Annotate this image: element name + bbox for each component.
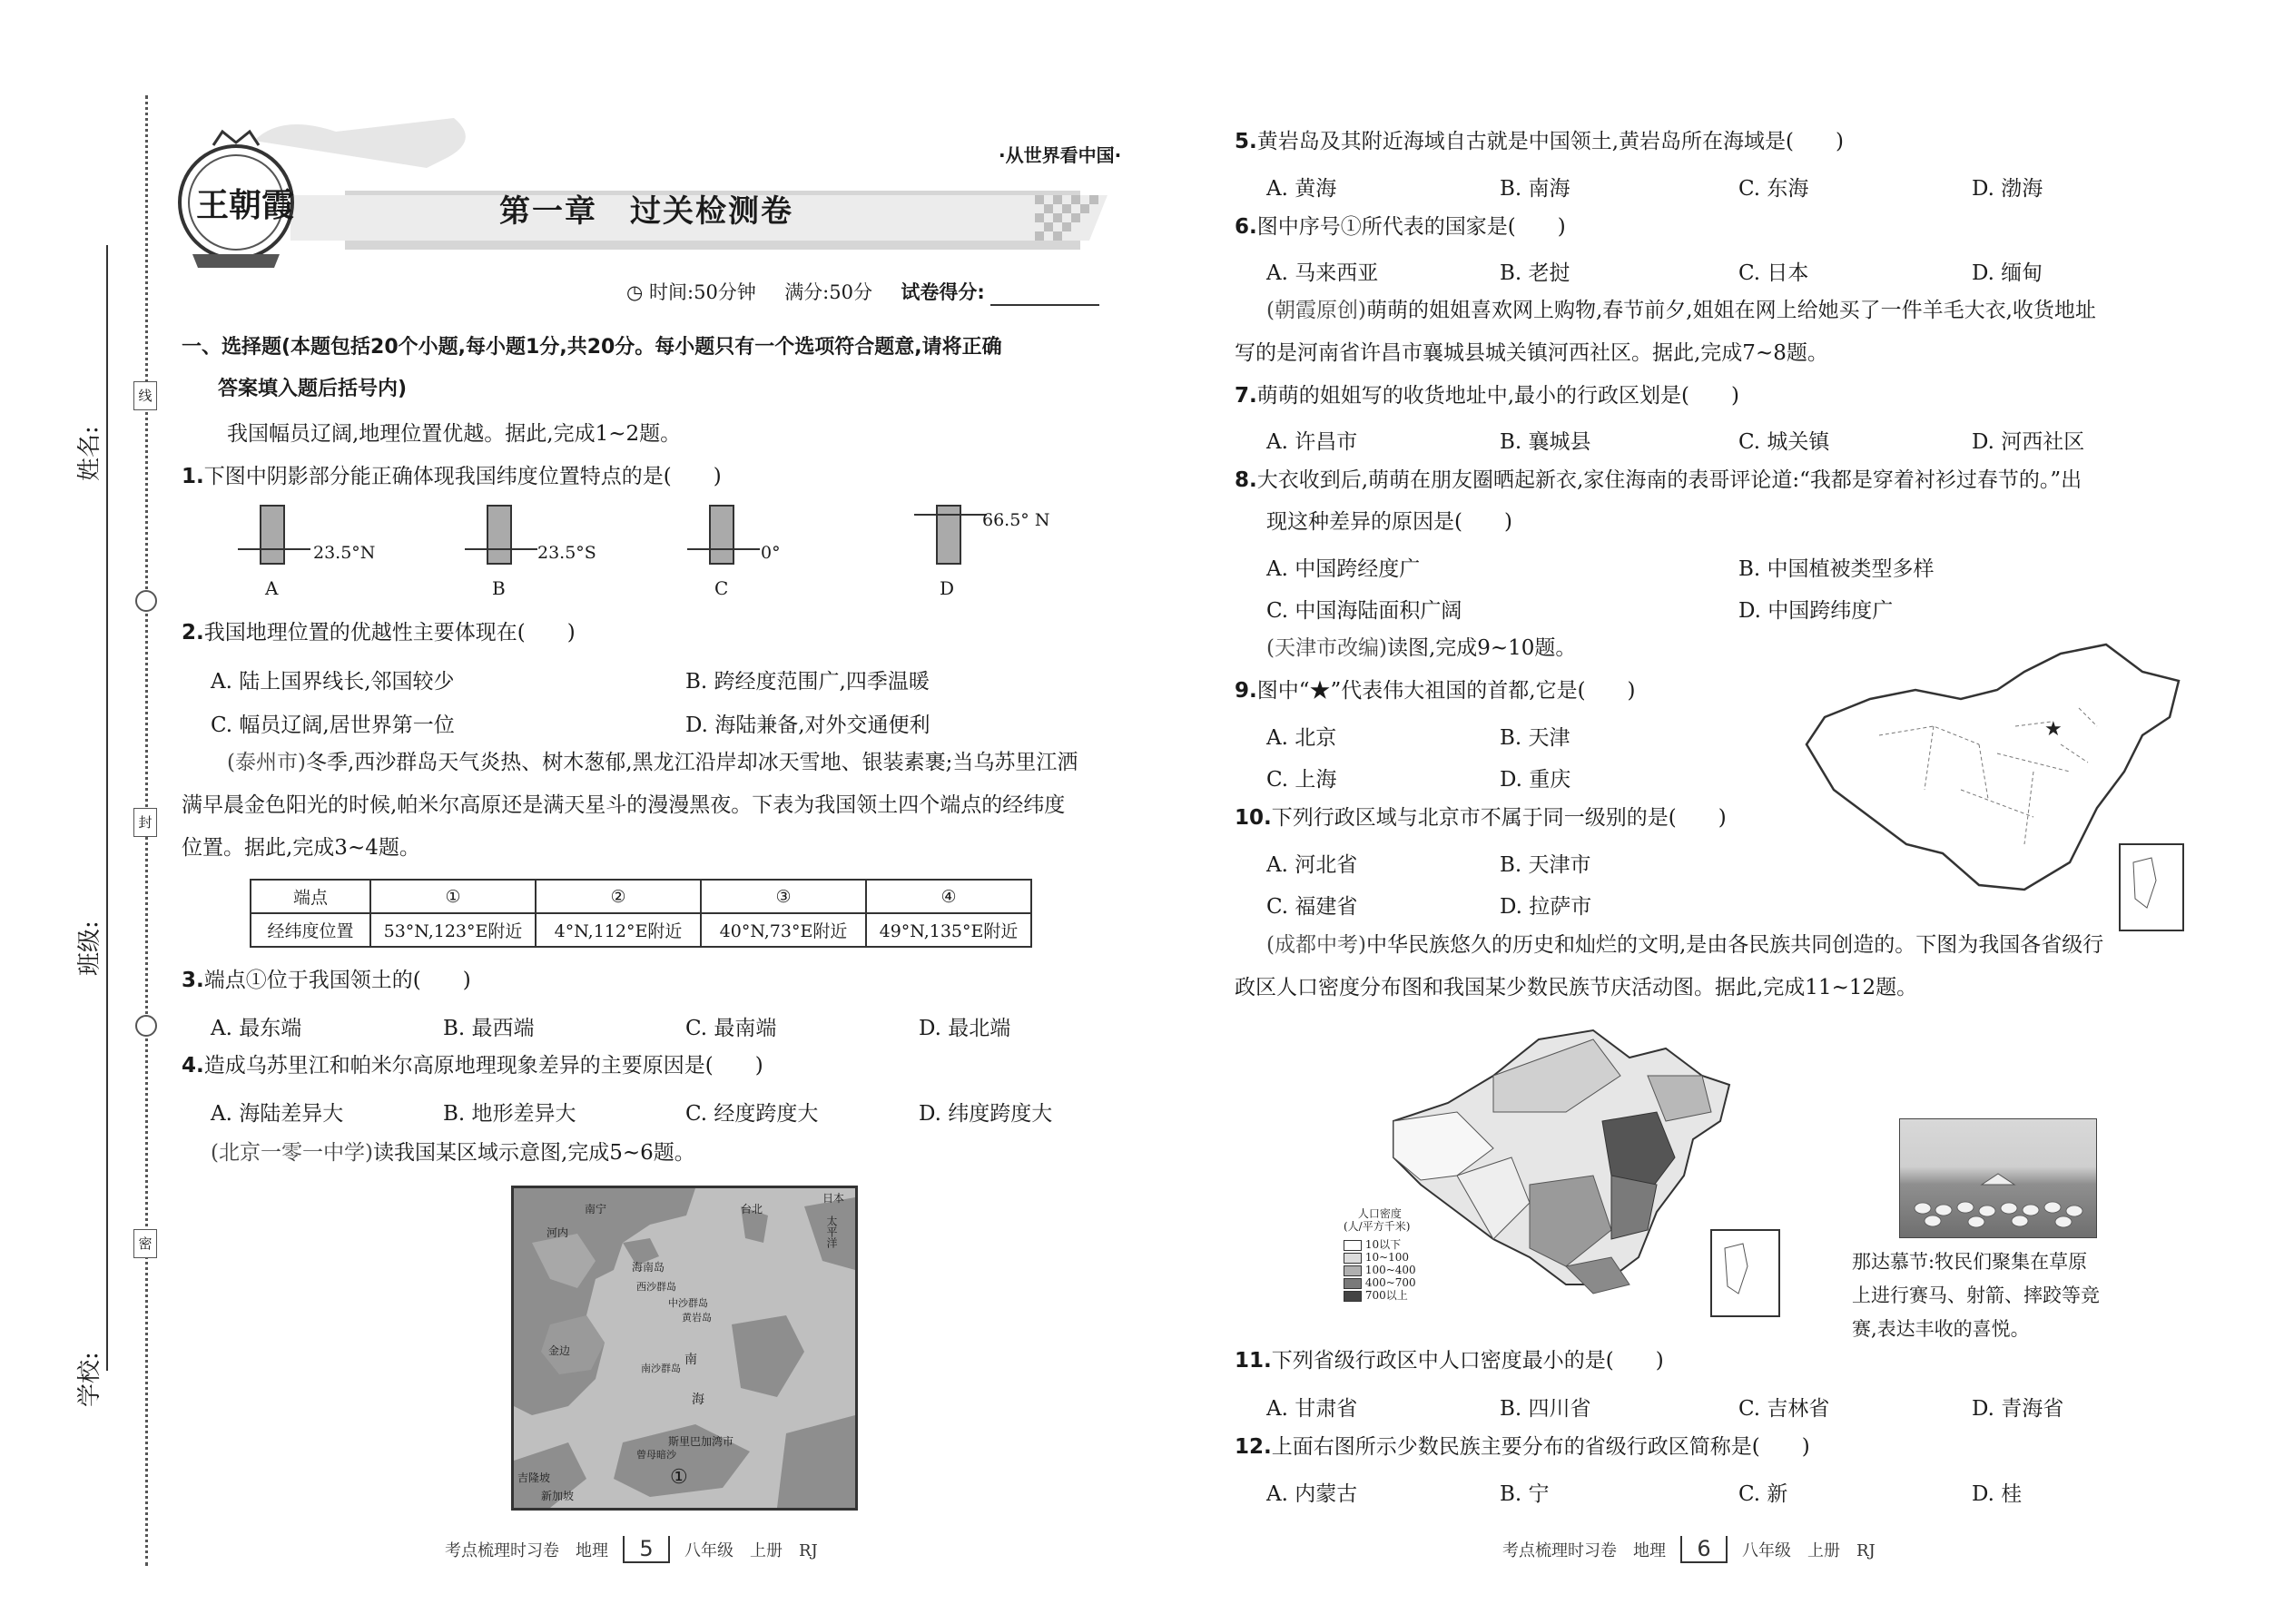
intro-text: 中华民族悠久的历史和灿烂的文明,是由各民族共同创造的。下图为我国各省级行 (1365, 933, 2104, 957)
q12-option-b[interactable]: B. 宁 (1500, 1482, 1550, 1506)
footer-right (1502, 1536, 1876, 1563)
question-number: 4. (182, 1054, 204, 1078)
seal-line-box: 密 (133, 1229, 157, 1258)
q11-option-d[interactable]: D. 青海省 (1972, 1397, 2064, 1421)
q11-option-b[interactable]: B. 四川省 (1500, 1397, 1591, 1421)
map-label: 南沙群岛 (641, 1363, 681, 1374)
density-legend (1344, 1207, 1416, 1302)
q8-option-d[interactable]: D. 中国跨纬度广 (1738, 599, 1894, 623)
page-number: 5 (623, 1536, 670, 1563)
question-number: 10. (1235, 806, 1272, 830)
question-8 (1235, 468, 2082, 494)
exam-full-score: 满分:50分 (784, 281, 872, 303)
question-number: 9. (1235, 679, 1257, 703)
map-label: 南宁 (585, 1203, 607, 1216)
question-text: 萌萌的姐姐写的收货地址中,最小的行政区划是( ) (1256, 384, 1740, 408)
population-density-map (1384, 1021, 1784, 1321)
page-title: 第一章 过关检测卷 (499, 193, 793, 230)
table-cell: 4°N,112°E附近 (536, 913, 701, 947)
seal-icon (135, 1015, 157, 1037)
question-text: 黄岩岛及其附近海域自古就是中国领土,黄岩岛所在海域是( ) (1256, 130, 1845, 153)
map-label: 南 (684, 1353, 697, 1367)
map-label: 河内 (546, 1226, 569, 1239)
legend-item: 700以上 (1344, 1289, 1416, 1302)
latitude-label-d: 66.5° N (982, 510, 1050, 530)
festival-caption-2: 上进行赛马、射箭、摔跤等竞 (1852, 1284, 2100, 1306)
footer-text: 八年级 上册 RJ (684, 1541, 818, 1560)
table-cell: ④ (866, 880, 1031, 913)
question-8-cont: 现这种差异的原因是( ) (1266, 510, 1512, 534)
question-text: 下图中阴影部分能正确体现我国纬度位置特点的是( ) (203, 465, 722, 488)
map-label: 黄岩岛 (682, 1312, 712, 1324)
question-12 (1235, 1434, 1810, 1461)
q10-option-c[interactable]: C. 福建省 (1266, 895, 1358, 919)
table-cell: ③ (701, 880, 866, 913)
q2-option-b[interactable]: B. 跨经度范围广,四季温暖 (685, 670, 930, 694)
q6-option-a[interactable]: A. 马来西亚 (1266, 261, 1379, 285)
table-cell: 端点 (251, 880, 370, 913)
legend-item: 400~700 (1344, 1276, 1416, 1289)
star-icon: ★ (2044, 718, 2063, 741)
endpoint-table (250, 879, 1032, 948)
q7-option-a[interactable]: A. 许昌市 (1266, 430, 1358, 454)
map-marker-1: ① (670, 1466, 688, 1489)
q8-option-a[interactable]: A. 中国跨经度广 (1266, 557, 1421, 581)
q9-option-b[interactable]: B. 天津 (1500, 726, 1570, 750)
q9-option-a[interactable]: A. 北京 (1266, 726, 1337, 750)
intro-text: 冬季,西沙群岛天气炎热、树木葱郁,黑龙江沿岸却冰天雪地、银装素裹;当乌苏里江洒 (305, 751, 1078, 774)
q6-option-c[interactable]: C. 日本 (1738, 261, 1809, 285)
score-blank[interactable] (990, 286, 1099, 306)
q6-option-d[interactable]: D. 缅甸 (1972, 261, 2043, 285)
q11-option-c[interactable]: C. 吉林省 (1738, 1397, 1830, 1421)
latitude-label-a: 23.5°N (313, 543, 376, 563)
intro-5-6 (211, 1140, 695, 1166)
q4-option-c[interactable]: C. 经度跨度大 (685, 1102, 819, 1126)
source-tag: (北京一零一中学) (211, 1141, 373, 1165)
map-label: 海 (692, 1393, 704, 1407)
question-text: 大衣收到后,萌萌在朋友圈晒起新衣,家住海南的表哥评论道:“我都是穿着衬衫过春节的。”出 (1256, 468, 2082, 492)
intro-3-4-line3: 位置。据此,完成3~4题。 (182, 836, 420, 860)
question-number: 2. (182, 621, 204, 645)
q12-option-d[interactable]: D. 桂 (1972, 1482, 2023, 1506)
question-number: 8. (1235, 468, 1257, 492)
seal-icon (135, 590, 157, 612)
question-6 (1235, 214, 1566, 241)
table-cell: 49°N,135°E附近 (866, 913, 1031, 947)
q3-option-c[interactable]: C. 最南端 (685, 1017, 777, 1040)
figure-letter-d: D (940, 577, 955, 599)
legend-unit: (人/平方千米) (1344, 1220, 1411, 1233)
question-4 (182, 1053, 763, 1079)
question-text: 下列行政区域与北京市不属于同一级别的是( ) (1271, 806, 1727, 830)
q3-option-a[interactable]: A. 最东端 (211, 1017, 302, 1040)
intro-7-8-line1 (1266, 298, 2096, 324)
legend-item: 10~100 (1344, 1251, 1416, 1264)
school-label: 学校: (76, 1352, 103, 1407)
source-tag: (泰州市) (227, 751, 306, 774)
map-label: 台北 (741, 1203, 763, 1216)
q2-option-d[interactable]: D. 海陆兼备,对外交通便利 (685, 714, 930, 737)
exam-info (626, 280, 1099, 306)
q10-option-d[interactable]: D. 拉萨市 (1500, 895, 1592, 919)
intro-7-8-line2: 写的是河南省许昌市襄城县城关镇河西社区。据此,完成7~8题。 (1235, 341, 1828, 365)
question-number: 7. (1235, 384, 1257, 408)
map-label: 曾母暗沙 (636, 1449, 676, 1461)
q7-option-d[interactable]: D. 河西社区 (1972, 430, 2085, 454)
footer-left (445, 1536, 818, 1563)
source-tag: (成都中考) (1266, 933, 1366, 957)
q7-option-b[interactable]: B. 襄城县 (1500, 430, 1591, 454)
map-label: 中沙群岛 (668, 1297, 708, 1309)
q5-option-d[interactable]: D. 渤海 (1972, 177, 2043, 201)
question-text: 图中“★”代表伟大祖国的首都,它是( ) (1256, 679, 1636, 703)
class-label: 班级: (76, 920, 103, 976)
q9-option-d[interactable]: D. 重庆 (1500, 768, 1571, 792)
figure-letter-a: A (265, 577, 279, 599)
q7-option-c[interactable]: C. 城关镇 (1738, 430, 1830, 454)
map-label: 海南岛 (632, 1261, 665, 1274)
footer-text: 八年级 上册 RJ (1742, 1541, 1876, 1560)
question-1 (182, 464, 722, 490)
q8-option-c[interactable]: C. 中国海陆面积广阔 (1266, 599, 1462, 623)
intro-3-4-line1 (227, 750, 1078, 776)
intro-text: 读我国某区域示意图,完成5~6题。 (372, 1141, 695, 1165)
map-label: 西沙群岛 (636, 1281, 676, 1293)
brand-logo-text: 王朝霞 (196, 186, 295, 224)
q5-option-a[interactable]: A. 黄海 (1266, 177, 1337, 201)
table-cell: ① (370, 880, 536, 913)
exam-time: 时间:50分钟 (649, 281, 756, 303)
q6-option-b[interactable]: B. 老挝 (1500, 261, 1570, 285)
name-label: 姓名: (76, 426, 103, 481)
map-label: 太平洋 (825, 1216, 838, 1248)
q10-option-b[interactable]: B. 天津市 (1500, 853, 1591, 877)
intro-11-12-line2: 政区人口密度分布图和我国某少数民族节庆活动图。据此,完成11~12题。 (1235, 976, 1918, 999)
binding-solid-line (106, 245, 108, 1371)
intro-11-12-line1 (1266, 932, 2103, 959)
q10-option-a[interactable]: A. 河北省 (1266, 853, 1358, 877)
q4-option-d[interactable]: D. 纬度跨度大 (919, 1102, 1053, 1126)
q3-option-b[interactable]: B. 最西端 (443, 1017, 535, 1040)
latitude-label-c: 0° (761, 543, 781, 563)
table-cell: 40°N,73°E附近 (701, 913, 866, 947)
question-number: 1. (182, 465, 204, 488)
intro-9-10 (1266, 635, 1576, 662)
table-row (251, 880, 1031, 913)
series-label: ·从世界看中国· (999, 144, 1122, 166)
question-text: 下列省级行政区中人口密度最小的是( ) (1271, 1349, 1664, 1373)
q11-option-a[interactable]: A. 甘肃省 (1266, 1397, 1358, 1421)
q8-option-b[interactable]: B. 中国植被类型多样 (1738, 557, 1935, 581)
table-cell: ② (536, 880, 701, 913)
question-3 (182, 968, 471, 994)
q4-option-b[interactable]: B. 地形差异大 (443, 1102, 576, 1126)
question-number: 11. (1235, 1349, 1272, 1373)
source-tag: (天津市改编) (1266, 636, 1387, 660)
question-number: 3. (182, 969, 204, 992)
figure-letter-b: B (492, 577, 506, 599)
intro-text: 萌萌的姐姐喜欢网上购物,春节前夕,姐姐在网上给她买了一件羊毛大衣,收货地址 (1365, 299, 2096, 322)
q5-option-c[interactable]: C. 东海 (1738, 177, 1809, 201)
question-5 (1235, 129, 1844, 155)
question-number: 6. (1235, 215, 1257, 239)
south-china-sea-map (511, 1186, 858, 1511)
intro-1-2: 我国幅员辽阔,地理位置优越。据此,完成1~2题。 (227, 422, 682, 446)
question-11 (1235, 1348, 1664, 1374)
footer-text: 考点梳理时习卷 地理 (445, 1541, 608, 1560)
q2-option-a[interactable]: A. 陆上国界线长,邻国较少 (211, 670, 455, 694)
question-9 (1235, 678, 1636, 704)
table-cell: 53°N,123°E附近 (370, 913, 536, 947)
intro-text: 读图,完成9~10题。 (1386, 636, 1577, 660)
map-label: 斯里巴加湾市 (668, 1435, 734, 1448)
q3-option-d[interactable]: D. 最北端 (919, 1017, 1011, 1040)
seal-line-box: 封 (133, 808, 157, 837)
china-outline-map (1797, 635, 2215, 935)
seal-line-box: 线 (133, 381, 157, 410)
q9-option-c[interactable]: C. 上海 (1266, 768, 1337, 792)
question-number: 12. (1235, 1435, 1272, 1459)
clock-icon: ◷ (626, 281, 644, 303)
question-7 (1235, 383, 1739, 409)
table-cell: 经纬度位置 (251, 913, 370, 947)
question-text: 上面右图所示少数民族主要分布的省级行政区简称是( ) (1271, 1435, 1810, 1459)
q4-option-a[interactable]: A. 海陆差异大 (211, 1102, 344, 1126)
festival-caption-3: 赛,表达丰收的喜悦。 (1852, 1318, 2030, 1340)
q12-option-c[interactable]: C. 新 (1738, 1482, 1788, 1506)
question-2 (182, 620, 576, 646)
map-label: 吉隆坡 (517, 1471, 551, 1484)
question-text: 我国地理位置的优越性主要体现在( ) (203, 621, 576, 645)
footer-text: 考点梳理时习卷 地理 (1502, 1541, 1666, 1560)
page-number: 6 (1680, 1536, 1728, 1563)
legend-item: 10以下 (1344, 1238, 1416, 1251)
section-heading: 一、选择题(本题包括20个小题,每小题1分,共20分。每小题只有一个选项符合题意,请将正确 (182, 336, 1002, 359)
question-number: 5. (1235, 130, 1257, 153)
festival-caption-1: 那达慕节:牧民们聚集在草原 (1852, 1251, 2088, 1273)
map-label: 金边 (548, 1344, 571, 1357)
figure-letter-c: C (714, 577, 729, 599)
source-tag: (朝霞原创) (1266, 299, 1366, 322)
naadam-photo (1899, 1118, 2097, 1238)
table-row (251, 913, 1031, 947)
map-label: 日本 (822, 1192, 845, 1205)
question-text: 图中序号①所代表的国家是( ) (1256, 215, 1566, 239)
map-label: 新加坡 (541, 1490, 575, 1502)
q2-option-c[interactable]: C. 幅员辽阔,居世界第一位 (211, 714, 455, 737)
question-text: 造成乌苏里江和帕米尔高原地理现象差异的主要原因是( ) (203, 1054, 763, 1078)
legend-item: 100~400 (1344, 1264, 1416, 1276)
q5-option-b[interactable]: B. 南海 (1500, 177, 1570, 201)
q12-option-a[interactable]: A. 内蒙古 (1266, 1482, 1358, 1506)
score-label: 试卷得分: (901, 281, 985, 303)
question-10 (1235, 805, 1727, 832)
intro-3-4-line2: 满早晨金色阳光的时候,帕米尔高原还是满天星斗的漫漫黑夜。下表为我国领土四个端点的经纬度 (182, 793, 1066, 817)
legend-title: 人口密度 (1357, 1207, 1402, 1220)
section-heading-cont: 答案填入题后括号内) (218, 378, 408, 400)
latitude-label-b: 23.5°S (537, 543, 596, 563)
question-text: 端点①位于我国领土的( ) (203, 969, 471, 992)
